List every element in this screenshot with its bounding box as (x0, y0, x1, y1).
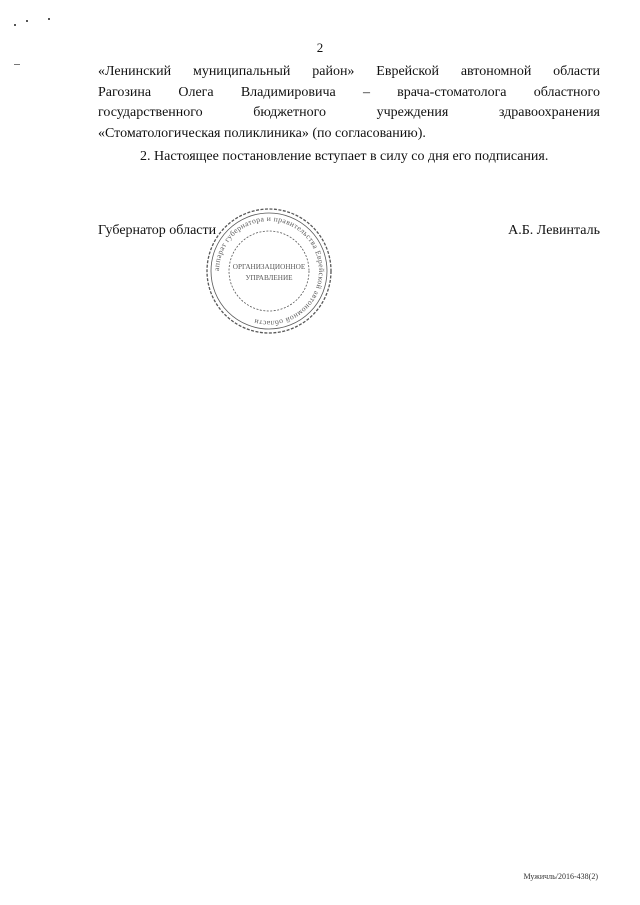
body-line-1 (98, 62, 600, 83)
word: – (362, 84, 370, 100)
body-line-4: «Стоматологическая поликлиника» (по согласованию). (98, 125, 426, 141)
scan-speck (26, 20, 28, 22)
word: врача-стоматолога (397, 84, 507, 100)
word: автономной (460, 64, 532, 79)
word: Олега (178, 84, 214, 100)
word: район» (312, 64, 355, 79)
document-code: Мужичль/2016-438(2) (523, 872, 598, 881)
word: областного (533, 84, 600, 100)
stamp-ring-text: аппарат губернатора и правительства Еврейской автономной области (211, 213, 327, 329)
paragraph-2: 2. Настоящее постановление вступает в силу со дня его подписания. (140, 149, 549, 164)
word: государственного (98, 105, 203, 120)
word: бюджетного (253, 105, 326, 120)
word: Владимировича (240, 84, 336, 100)
word: «Ленинский (98, 64, 172, 79)
stamp-seal-icon (203, 205, 335, 337)
word: муниципальный (192, 64, 291, 79)
scan-mark (14, 64, 20, 65)
word: здравоохранения (498, 105, 600, 120)
word: Рагозина (98, 84, 152, 100)
body-line-2 (98, 83, 600, 104)
scan-speck (14, 24, 16, 26)
page-number: 2 (316, 40, 324, 55)
stamp-center-line-1: ОРГАНИЗАЦИОННОЕ (232, 263, 306, 271)
scan-speck (48, 18, 50, 20)
signature-title: Губернатор области (98, 223, 217, 238)
stamp-center-line-2: УПРАВЛЕНИЕ (245, 274, 293, 282)
word: области (553, 64, 600, 79)
signature-name: А.Б. Левинталь (508, 223, 600, 238)
official-stamp (203, 205, 335, 337)
word: Еврейской (376, 64, 439, 79)
word: учреждения (376, 105, 449, 120)
body-line-3 (98, 103, 600, 124)
document-body (98, 62, 600, 168)
